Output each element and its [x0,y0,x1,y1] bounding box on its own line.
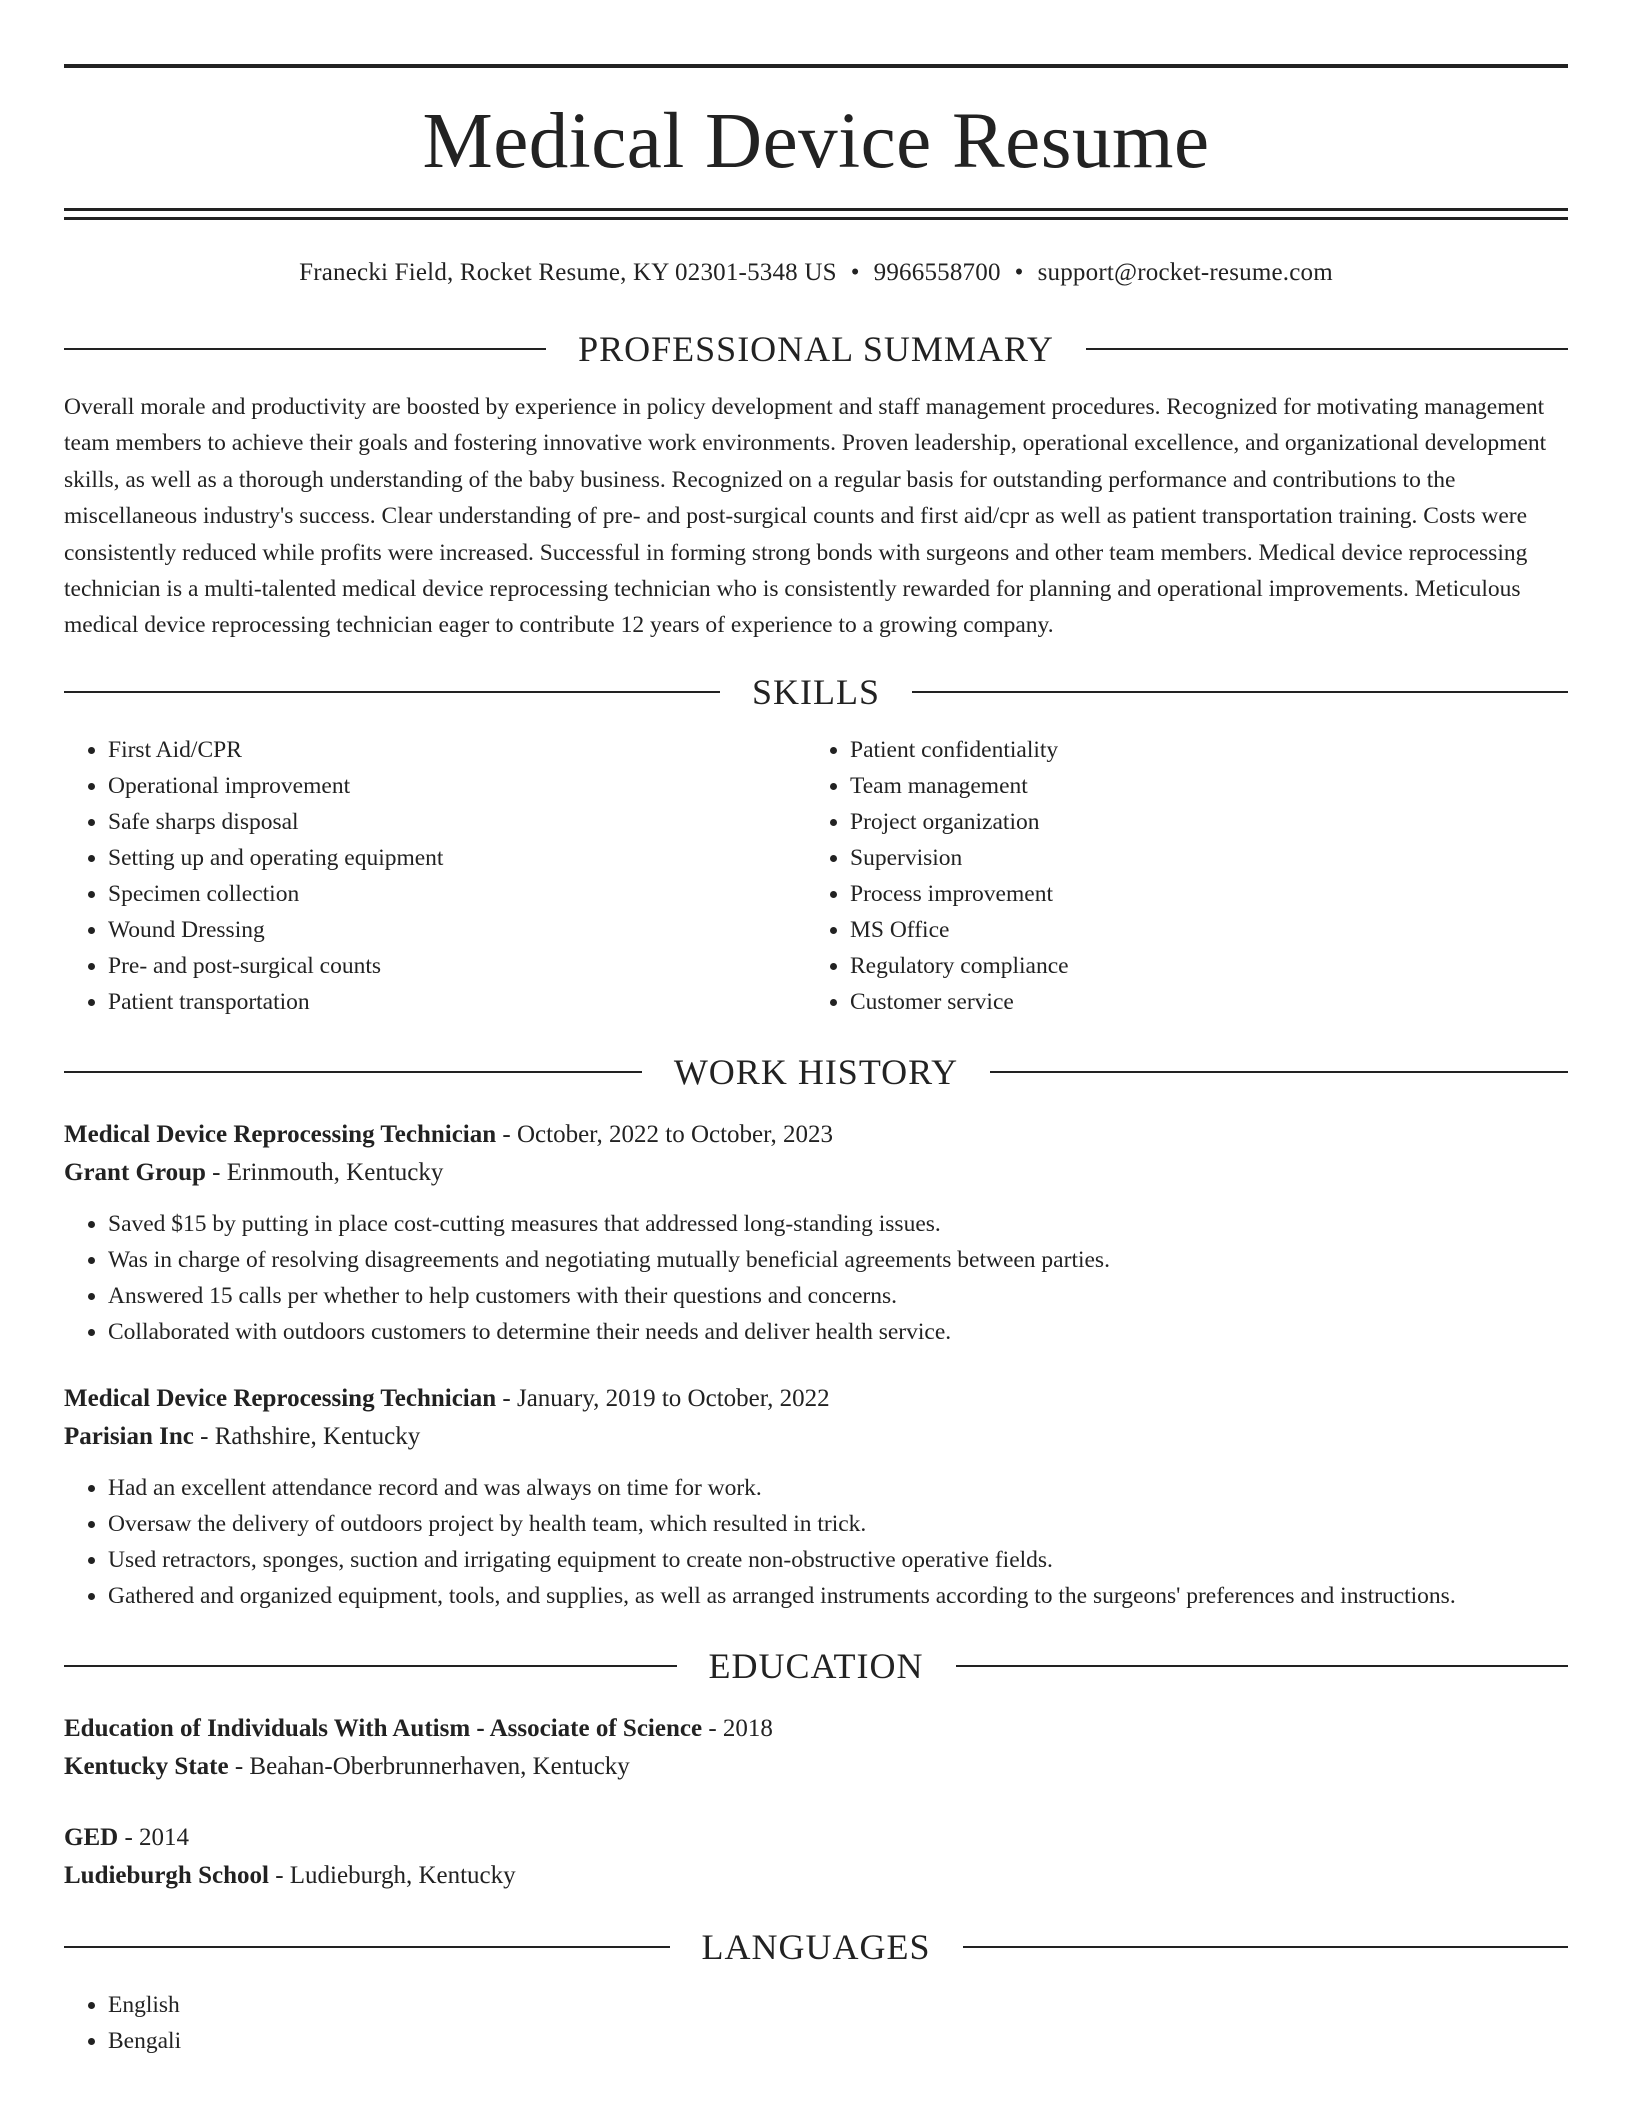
summary-text: Overall morale and productivity are boosted by experience in policy development and staff management procedures. Recognized for motivating management team members to achieve their goals and fostering innovative work environments. Proven leadership, operational excellence, and organizational development skills, as well as a thorough understanding of the baby business. Recognized on a regular basis for outstanding performance and contributions to the miscellaneous industry's success. Clear understanding of pre- and post-surgical counts and first aid/cpr as well as patient transportation training. Costs were consistently reduced while profits were increased. Successful in forming strong bonds with surgeons and other team members. Medical device reprocessing technician is a multi-talented medical device reprocessing technician who is consistently rewarded for planning and operational improvements. Meticulous medical device reprocessing technician eager to contribute 12 years of experience to a growing company. [64,394,1547,639]
title-double-rule [64,208,1568,220]
skills-column-left [64,732,806,1020]
job-company: Parisian Inc [64,1422,194,1450]
skill-item: • MS Office [850,912,1548,948]
contact-address: Franecki Field, Rocket Resume, KY 02301-5348 US [299,259,837,286]
skill-item: • Regulatory compliance [850,948,1548,984]
section-rule [1086,348,1568,350]
job-dates: - October, 2022 to October, 2023 [496,1120,833,1148]
education-location: - Ludieburgh, Kentucky [268,1861,516,1889]
contact-line [64,259,1568,287]
section-title: WORK HISTORY [673,1051,959,1092]
skills-column-right [806,732,1548,1020]
skill-item: • Safe sharps disposal [108,804,806,840]
job-company-line [64,1154,1568,1192]
section-rule [64,1665,677,1667]
section-title: LANGUAGES [701,1926,931,1967]
section-rule [64,1946,670,1948]
section-rule [963,1946,1569,1948]
job-bullet: • Collaborated with outdoors customers to determine their needs and deliver health service. [108,1314,1568,1350]
job-title-line [64,1116,1568,1154]
section-rule [64,348,546,350]
section-rule [64,1071,642,1073]
skill-item: • Setting up and operating equipment [108,840,806,876]
skill-item: • Patient confidentiality [850,732,1548,768]
job-bullet: • Saved $15 by putting in place cost-cutting measures that addressed long-standing issues. [108,1206,1568,1242]
education-degree-line [64,1819,1568,1857]
education-degree: GED [64,1823,119,1851]
skill-item: • Project organization [850,804,1548,840]
skill-item: • Specimen collection [108,876,806,912]
job-bullet: • Oversaw the delivery of outdoors project by health team, which resulted in trick. [108,1506,1568,1542]
contact-phone: 9966558700 [873,259,1001,286]
education-school: Ludieburgh School [64,1861,269,1889]
job-bullets [64,1206,1568,1350]
job-bullet: • Used retractors, sponges, suction and irrigating equipment to create non-obstructive operative fields. [108,1542,1568,1578]
job-bullet: • Gathered and organized equipment, tools, and supplies, as well as arranged instruments according to the surgeons' preferences and instructions. [108,1578,1568,1614]
job-role: Medical Device Reprocessing Technician [64,1384,497,1412]
top-rule [64,64,1568,68]
education-entry [64,1819,1568,1895]
contact-separator: • [1014,259,1024,286]
languages-list [64,1987,1568,2059]
skill-item: • Operational improvement [108,768,806,804]
skill-item: • Pre- and post-surgical counts [108,948,806,984]
job-bullet: • Answered 15 calls per whether to help customers with their questions and concerns. [108,1278,1568,1314]
section-header-languages [64,1926,1568,1967]
skill-item: • Customer service [850,984,1548,1020]
job-entry [64,1116,1568,1350]
job-company-line [64,1418,1568,1456]
job-entry [64,1380,1568,1614]
skill-item: • Wound Dressing [108,912,806,948]
education-school: Kentucky State [64,1752,229,1780]
section-rule [64,691,720,693]
job-company: Grant Group [64,1158,206,1186]
section-rule [990,1071,1568,1073]
education-school-line [64,1748,1568,1786]
section-title: EDUCATION [708,1645,924,1686]
skills-list [64,732,1568,1020]
education-year: - 2018 [702,1714,773,1742]
skill-item: • Process improvement [850,876,1548,912]
job-dates: - January, 2019 to October, 2022 [496,1384,830,1412]
education-year: - 2014 [118,1823,190,1851]
section-title: PROFESSIONAL SUMMARY [578,329,1054,369]
section-header-work-history [64,1051,1568,1092]
education-entry [64,1710,1568,1786]
resume-title: Medical Device Resume [422,98,1210,185]
skill-item: • Team management [850,768,1548,804]
section-rule [912,691,1568,693]
job-location: - Rathshire, Kentucky [193,1422,421,1450]
skill-item: • Patient transportation [108,984,806,1020]
section-header-education [64,1645,1568,1686]
skill-item: • First Aid/CPR [108,732,806,768]
job-title-line [64,1380,1568,1418]
job-bullet: • Was in charge of resolving disagreements and negotiating mutually beneficial agreements between parties. [108,1242,1568,1278]
education-school-line [64,1857,1568,1895]
job-bullet: • Had an excellent attendance record and was always on time for work. [108,1470,1568,1506]
skill-item: • Supervision [850,840,1548,876]
job-bullets [64,1470,1568,1614]
job-location: - Erinmouth, Kentucky [205,1158,444,1186]
contact-separator: • [850,259,860,286]
section-title: SKILLS [752,671,881,712]
language-item: • Bengali [108,2023,1568,2059]
education-location: - Beahan-Oberbrunnerhaven, Kentucky [228,1752,630,1780]
education-degree-line [64,1710,1568,1748]
language-item: • English [108,1987,1568,2023]
section-rule [956,1665,1569,1667]
education-degree: Education of Individuals With Autism - Associate of Science [64,1714,703,1742]
job-role: Medical Device Reprocessing Technician [64,1120,497,1148]
contact-email: support@rocket-resume.com [1037,259,1333,286]
section-header-skills [64,671,1568,712]
section-header-summary [64,331,1568,367]
